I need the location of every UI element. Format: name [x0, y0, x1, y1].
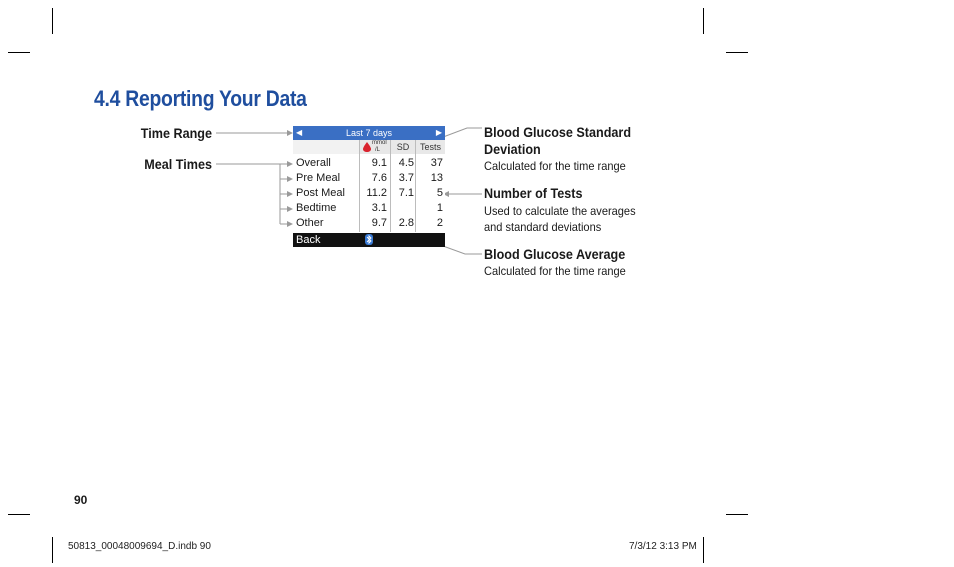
sd-callout-desc: Calculated for the time range — [484, 159, 626, 173]
col-tests-header: Tests — [416, 140, 445, 154]
row-avg: 11.2 — [366, 187, 387, 199]
time-range-text: Last 7 days — [345, 128, 393, 138]
row-sd: 7.1 — [398, 187, 414, 199]
time-range-bar[interactable] — [293, 126, 445, 140]
table-row — [293, 216, 445, 231]
slug-right: 7/3/12 3:13 PM — [629, 541, 697, 552]
slug-left: 50813_00048009694_D.indb 90 — [68, 541, 211, 552]
arrow-right-icon[interactable]: ▶ — [435, 128, 442, 137]
row-name: Overall — [296, 157, 331, 169]
row-avg: 7.6 — [371, 172, 387, 184]
unit-top: mmol — [372, 140, 387, 146]
blood-drop-icon — [363, 142, 371, 152]
row-name: Bedtime — [296, 202, 337, 214]
row-avg: 3.1 — [371, 202, 387, 214]
row-sd: 4.5 — [398, 157, 414, 169]
table-row — [293, 186, 445, 201]
row-avg: 9.1 — [371, 157, 387, 169]
unit-bottom: /L — [375, 147, 381, 153]
row-avg: 9.7 — [371, 217, 387, 229]
sd-callout-title-1: Blood Glucose Standard — [484, 124, 632, 140]
row-name: Pre Meal — [296, 172, 341, 184]
screen-footer — [293, 233, 445, 247]
row-tests: 2 — [436, 217, 443, 229]
col-avg-header — [360, 140, 390, 154]
row-name: Post Meal — [296, 187, 345, 199]
row-sd: 3.7 — [398, 172, 414, 184]
meal-times-label: Meal Times — [144, 156, 212, 172]
time-range-label: Time Range — [140, 125, 212, 141]
row-tests: 37 — [430, 157, 443, 169]
row-name: Other — [296, 217, 324, 229]
avg-callout-desc: Calculated for the time range — [484, 264, 626, 278]
table-row — [293, 171, 445, 186]
row-sd: 2.8 — [398, 217, 414, 229]
page-number: 90 — [74, 493, 88, 507]
tests-callout-desc-2: and standard deviations — [484, 220, 602, 234]
row-tests: 13 — [430, 172, 443, 184]
tests-callout-title: Number of Tests — [484, 185, 583, 201]
table-row — [293, 201, 445, 216]
col-name-header — [293, 140, 359, 154]
row-tests: 5 — [436, 187, 443, 199]
tests-callout-desc-1: Used to calculate the averages — [484, 204, 636, 218]
table-row — [293, 156, 445, 171]
row-tests: 1 — [436, 202, 443, 214]
avg-callout-title: Blood Glucose Average — [484, 246, 626, 262]
col-sd-header: SD — [391, 140, 415, 154]
sd-callout-title-2: Deviation — [484, 141, 541, 157]
arrow-left-icon[interactable]: ◀ — [296, 128, 303, 137]
bluetooth-icon — [365, 234, 373, 245]
back-button[interactable]: Back — [296, 234, 321, 246]
meter-screen — [293, 126, 445, 247]
page-title: 4.4 Reporting Your Data — [94, 86, 307, 111]
